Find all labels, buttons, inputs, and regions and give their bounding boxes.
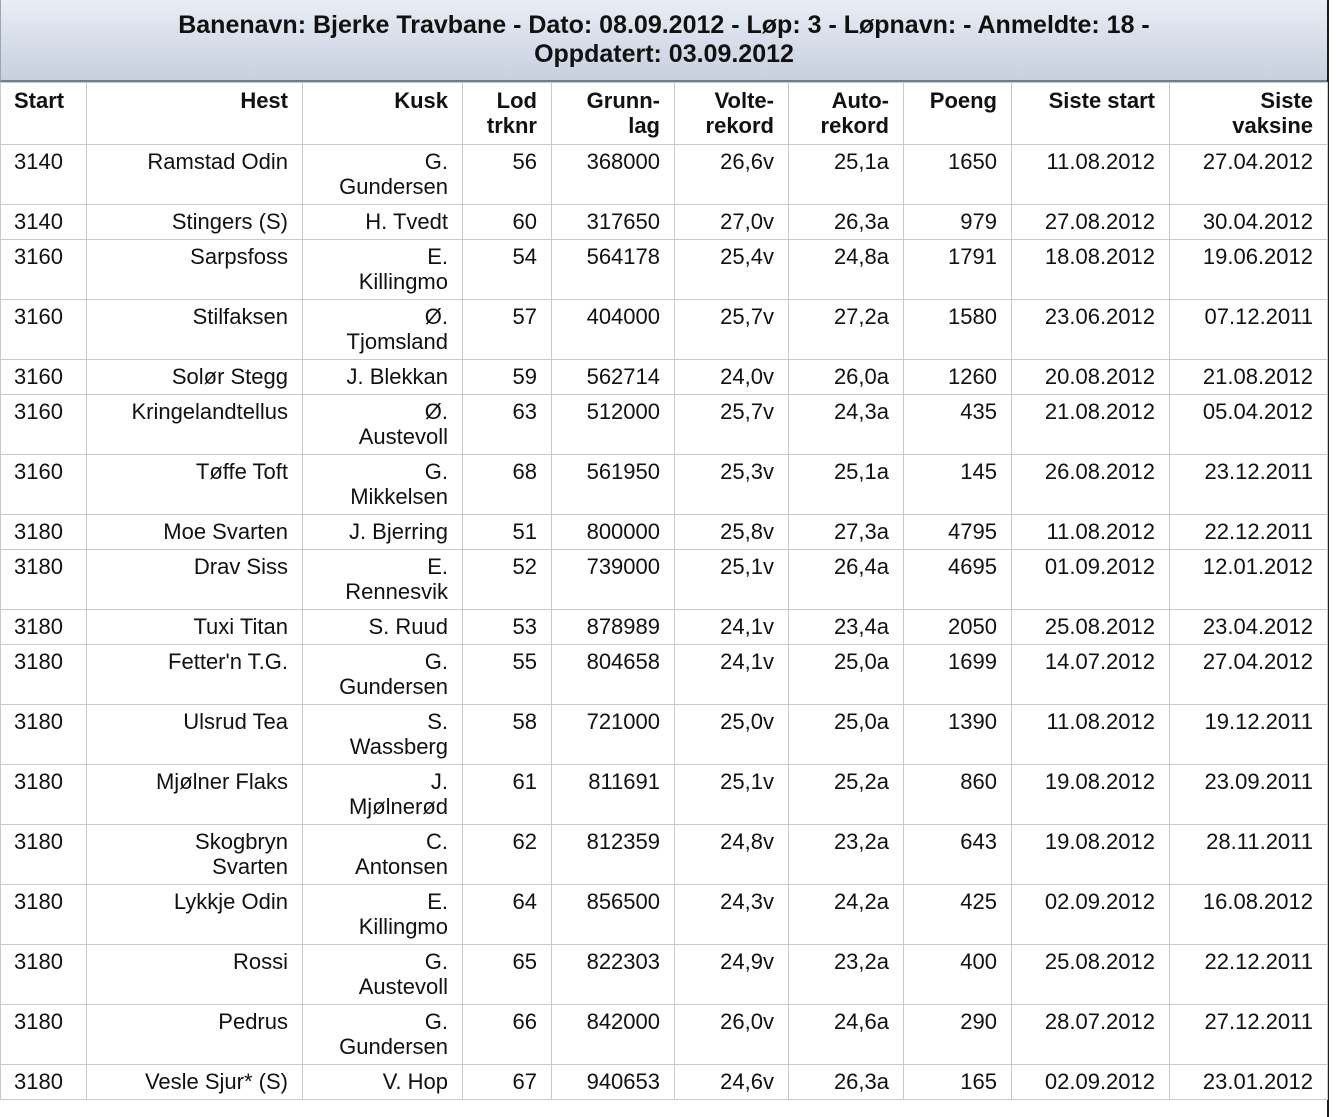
cell-grunnlag: 804658	[552, 645, 675, 705]
cell-auto: 26,3a	[789, 205, 904, 240]
cell-auto: 27,2a	[789, 300, 904, 360]
cell-siste-start: 25.08.2012	[1012, 610, 1170, 645]
table-row	[1, 550, 1328, 610]
cell-siste-start: 11.08.2012	[1012, 705, 1170, 765]
cell-volte: 24,1v	[675, 645, 789, 705]
cell-start: 3160	[1, 395, 87, 455]
cell-hest: Ramstad Odin	[87, 145, 303, 205]
cell-grunnlag: 940653	[552, 1065, 675, 1100]
cell-lod: 55	[463, 645, 552, 705]
cell-siste-vaksine: 30.04.2012	[1170, 205, 1328, 240]
cell-poeng: 4695	[904, 550, 1012, 610]
cell-kusk: J. Blekkan	[303, 360, 463, 395]
cell-start: 3180	[1, 885, 87, 945]
cell-siste-vaksine: 19.06.2012	[1170, 240, 1328, 300]
cell-siste-start: 02.09.2012	[1012, 885, 1170, 945]
column-header-lod: Lod trknr	[463, 83, 552, 145]
cell-start: 3180	[1, 705, 87, 765]
column-header-auto: Auto- rekord	[789, 83, 904, 145]
cell-kusk: G. Mikkelsen	[303, 455, 463, 515]
cell-hest: Lykkje Odin	[87, 885, 303, 945]
cell-start: 3180	[1, 1005, 87, 1065]
cell-lod: 68	[463, 455, 552, 515]
cell-grunnlag: 811691	[552, 765, 675, 825]
cell-auto: 25,0a	[789, 705, 904, 765]
cell-volte: 24,3v	[675, 885, 789, 945]
cell-volte: 25,4v	[675, 240, 789, 300]
cell-siste-vaksine: 27.12.2011	[1170, 1005, 1328, 1065]
cell-siste-vaksine: 05.04.2012	[1170, 395, 1328, 455]
cell-start: 3160	[1, 240, 87, 300]
cell-hest: Stingers (S)	[87, 205, 303, 240]
cell-grunnlag: 842000	[552, 1005, 675, 1065]
cell-kusk: G. Gundersen	[303, 1005, 463, 1065]
cell-lod: 64	[463, 885, 552, 945]
cell-grunnlag: 721000	[552, 705, 675, 765]
table-row	[1, 395, 1328, 455]
cell-poeng: 1260	[904, 360, 1012, 395]
cell-siste-vaksine: 23.12.2011	[1170, 455, 1328, 515]
cell-grunnlag: 317650	[552, 205, 675, 240]
cell-siste-vaksine: 07.12.2011	[1170, 300, 1328, 360]
cell-hest: Sarpsfoss	[87, 240, 303, 300]
cell-start: 3180	[1, 825, 87, 885]
cell-hest: Fetter'n T.G.	[87, 645, 303, 705]
cell-lod: 59	[463, 360, 552, 395]
column-header-siste-vaksine: Siste vaksine	[1170, 83, 1328, 145]
cell-auto: 23,4a	[789, 610, 904, 645]
cell-auto: 26,3a	[789, 1065, 904, 1100]
column-header-hest: Hest	[87, 83, 303, 145]
cell-kusk: E. Killingmo	[303, 240, 463, 300]
cell-lod: 60	[463, 205, 552, 240]
cell-siste-start: 23.06.2012	[1012, 300, 1170, 360]
cell-kusk: V. Hop	[303, 1065, 463, 1100]
cell-start: 3160	[1, 455, 87, 515]
cell-siste-vaksine: 27.04.2012	[1170, 145, 1328, 205]
cell-grunnlag: 561950	[552, 455, 675, 515]
cell-poeng: 1650	[904, 145, 1012, 205]
cell-siste-start: 25.08.2012	[1012, 945, 1170, 1005]
cell-grunnlag: 878989	[552, 610, 675, 645]
cell-lod: 51	[463, 515, 552, 550]
cell-grunnlag: 564178	[552, 240, 675, 300]
cell-start: 3180	[1, 765, 87, 825]
cell-start: 3180	[1, 945, 87, 1005]
cell-lod: 62	[463, 825, 552, 885]
cell-auto: 24,2a	[789, 885, 904, 945]
cell-start: 3180	[1, 515, 87, 550]
cell-volte: 25,3v	[675, 455, 789, 515]
cell-volte: 26,6v	[675, 145, 789, 205]
cell-hest: Tøffe Toft	[87, 455, 303, 515]
table-row	[1, 645, 1328, 705]
cell-kusk: H. Tvedt	[303, 205, 463, 240]
cell-siste-start: 11.08.2012	[1012, 145, 1170, 205]
column-header-start: Start	[1, 83, 87, 145]
cell-siste-start: 21.08.2012	[1012, 395, 1170, 455]
cell-siste-start: 27.08.2012	[1012, 205, 1170, 240]
cell-volte: 27,0v	[675, 205, 789, 240]
cell-poeng: 1390	[904, 705, 1012, 765]
cell-hest: Stilfaksen	[87, 300, 303, 360]
cell-siste-vaksine: 12.01.2012	[1170, 550, 1328, 610]
cell-poeng: 4795	[904, 515, 1012, 550]
cell-kusk: C. Antonsen	[303, 825, 463, 885]
cell-poeng: 400	[904, 945, 1012, 1005]
table-row	[1, 825, 1328, 885]
table-row	[1, 885, 1328, 945]
cell-siste-vaksine: 23.04.2012	[1170, 610, 1328, 645]
table-row	[1, 205, 1328, 240]
column-header-grunnlag: Grunn- lag	[552, 83, 675, 145]
entries-table	[0, 82, 1328, 1100]
cell-volte: 24,0v	[675, 360, 789, 395]
cell-grunnlag: 800000	[552, 515, 675, 550]
cell-auto: 27,3a	[789, 515, 904, 550]
cell-grunnlag: 822303	[552, 945, 675, 1005]
table-row	[1, 945, 1328, 1005]
cell-lod: 58	[463, 705, 552, 765]
cell-volte: 25,7v	[675, 395, 789, 455]
cell-grunnlag: 812359	[552, 825, 675, 885]
cell-poeng: 290	[904, 1005, 1012, 1065]
cell-poeng: 860	[904, 765, 1012, 825]
cell-volte: 24,1v	[675, 610, 789, 645]
table-row	[1, 300, 1328, 360]
cell-poeng: 1699	[904, 645, 1012, 705]
cell-hest: Ulsrud Tea	[87, 705, 303, 765]
column-header-poeng: Poeng	[904, 83, 1012, 145]
column-header-kusk: Kusk	[303, 83, 463, 145]
table-row	[1, 1005, 1328, 1065]
report-header	[0, 0, 1327, 82]
cell-siste-start: 11.08.2012	[1012, 515, 1170, 550]
cell-poeng: 435	[904, 395, 1012, 455]
column-header-siste-start: Siste start	[1012, 83, 1170, 145]
cell-hest: Vesle Sjur* (S)	[87, 1065, 303, 1100]
cell-lod: 53	[463, 610, 552, 645]
table-header-row	[1, 83, 1328, 145]
cell-hest: Pedrus	[87, 1005, 303, 1065]
table-row	[1, 1065, 1328, 1100]
cell-siste-vaksine: 22.12.2011	[1170, 515, 1328, 550]
cell-kusk: G. Austevoll	[303, 945, 463, 1005]
cell-kusk: G. Gundersen	[303, 645, 463, 705]
report-title	[74, 11, 1254, 69]
cell-lod: 63	[463, 395, 552, 455]
cell-siste-start: 18.08.2012	[1012, 240, 1170, 300]
cell-siste-start: 19.08.2012	[1012, 765, 1170, 825]
cell-lod: 54	[463, 240, 552, 300]
cell-kusk: Ø. Austevoll	[303, 395, 463, 455]
cell-hest: Tuxi Titan	[87, 610, 303, 645]
cell-hest: Skogbryn Svarten	[87, 825, 303, 885]
cell-lod: 57	[463, 300, 552, 360]
column-header-volte: Volte- rekord	[675, 83, 789, 145]
cell-siste-vaksine: 27.04.2012	[1170, 645, 1328, 705]
cell-kusk: S. Wassberg	[303, 705, 463, 765]
table-row	[1, 610, 1328, 645]
cell-lod: 66	[463, 1005, 552, 1065]
table-row	[1, 515, 1328, 550]
cell-kusk: Ø. Tjomsland	[303, 300, 463, 360]
cell-kusk: J. Mjølnerød	[303, 765, 463, 825]
cell-hest: Rossi	[87, 945, 303, 1005]
cell-auto: 25,1a	[789, 145, 904, 205]
cell-volte: 26,0v	[675, 1005, 789, 1065]
cell-start: 3180	[1, 645, 87, 705]
cell-auto: 25,2a	[789, 765, 904, 825]
cell-auto: 24,3a	[789, 395, 904, 455]
cell-grunnlag: 739000	[552, 550, 675, 610]
cell-grunnlag: 562714	[552, 360, 675, 395]
cell-poeng: 979	[904, 205, 1012, 240]
table-row	[1, 765, 1328, 825]
cell-lod: 61	[463, 765, 552, 825]
cell-poeng: 145	[904, 455, 1012, 515]
cell-volte: 25,7v	[675, 300, 789, 360]
cell-start: 3160	[1, 360, 87, 395]
report-title-line1: Banenavn: Bjerke Travbane - Dato: 08.09.2012 - Løp: 3 - Løpnavn: - Anmeldte: 18 -	[178, 11, 1150, 39]
cell-lod: 65	[463, 945, 552, 1005]
cell-start: 3180	[1, 1065, 87, 1100]
cell-siste-start: 26.08.2012	[1012, 455, 1170, 515]
cell-volte: 24,6v	[675, 1065, 789, 1100]
cell-grunnlag: 512000	[552, 395, 675, 455]
cell-lod: 56	[463, 145, 552, 205]
cell-siste-start: 14.07.2012	[1012, 645, 1170, 705]
cell-siste-vaksine: 23.09.2011	[1170, 765, 1328, 825]
cell-grunnlag: 368000	[552, 145, 675, 205]
cell-auto: 24,6a	[789, 1005, 904, 1065]
cell-siste-start: 02.09.2012	[1012, 1065, 1170, 1100]
cell-volte: 25,1v	[675, 550, 789, 610]
cell-start: 3140	[1, 205, 87, 240]
report-title-line2: Oppdatert: 03.09.2012	[534, 40, 794, 68]
cell-hest: Solør Stegg	[87, 360, 303, 395]
cell-grunnlag: 856500	[552, 885, 675, 945]
cell-siste-vaksine: 23.01.2012	[1170, 1065, 1328, 1100]
cell-auto: 25,1a	[789, 455, 904, 515]
cell-poeng: 1791	[904, 240, 1012, 300]
cell-start: 3140	[1, 145, 87, 205]
cell-hest: Drav Siss	[87, 550, 303, 610]
cell-poeng: 165	[904, 1065, 1012, 1100]
cell-kusk: E. Rennesvik	[303, 550, 463, 610]
cell-hest: Moe Svarten	[87, 515, 303, 550]
cell-start: 3180	[1, 550, 87, 610]
cell-siste-start: 20.08.2012	[1012, 360, 1170, 395]
cell-poeng: 1580	[904, 300, 1012, 360]
cell-poeng: 425	[904, 885, 1012, 945]
cell-kusk: G. Gundersen	[303, 145, 463, 205]
cell-auto: 23,2a	[789, 825, 904, 885]
cell-siste-start: 01.09.2012	[1012, 550, 1170, 610]
cell-kusk: S. Ruud	[303, 610, 463, 645]
cell-siste-vaksine: 22.12.2011	[1170, 945, 1328, 1005]
cell-start: 3160	[1, 300, 87, 360]
cell-volte: 24,8v	[675, 825, 789, 885]
cell-auto: 25,0a	[789, 645, 904, 705]
cell-volte: 25,1v	[675, 765, 789, 825]
cell-auto: 23,2a	[789, 945, 904, 1005]
cell-siste-start: 28.07.2012	[1012, 1005, 1170, 1065]
cell-hest: Mjølner Flaks	[87, 765, 303, 825]
cell-lod: 67	[463, 1065, 552, 1100]
cell-lod: 52	[463, 550, 552, 610]
cell-siste-vaksine: 21.08.2012	[1170, 360, 1328, 395]
cell-start: 3180	[1, 610, 87, 645]
table-body	[1, 145, 1328, 1100]
cell-hest: Kringelandtellus	[87, 395, 303, 455]
cell-poeng: 643	[904, 825, 1012, 885]
cell-siste-vaksine: 28.11.2011	[1170, 825, 1328, 885]
cell-kusk: J. Bjerring	[303, 515, 463, 550]
cell-siste-vaksine: 19.12.2011	[1170, 705, 1328, 765]
cell-auto: 24,8a	[789, 240, 904, 300]
cell-volte: 24,9v	[675, 945, 789, 1005]
cell-volte: 25,0v	[675, 705, 789, 765]
cell-siste-vaksine: 16.08.2012	[1170, 885, 1328, 945]
cell-siste-start: 19.08.2012	[1012, 825, 1170, 885]
table-row	[1, 705, 1328, 765]
cell-poeng: 2050	[904, 610, 1012, 645]
cell-volte: 25,8v	[675, 515, 789, 550]
cell-auto: 26,0a	[789, 360, 904, 395]
table-row	[1, 240, 1328, 300]
cell-grunnlag: 404000	[552, 300, 675, 360]
table-row	[1, 455, 1328, 515]
table-row	[1, 145, 1328, 205]
cell-kusk: E. Killingmo	[303, 885, 463, 945]
cell-auto: 26,4a	[789, 550, 904, 610]
table-row	[1, 360, 1328, 395]
